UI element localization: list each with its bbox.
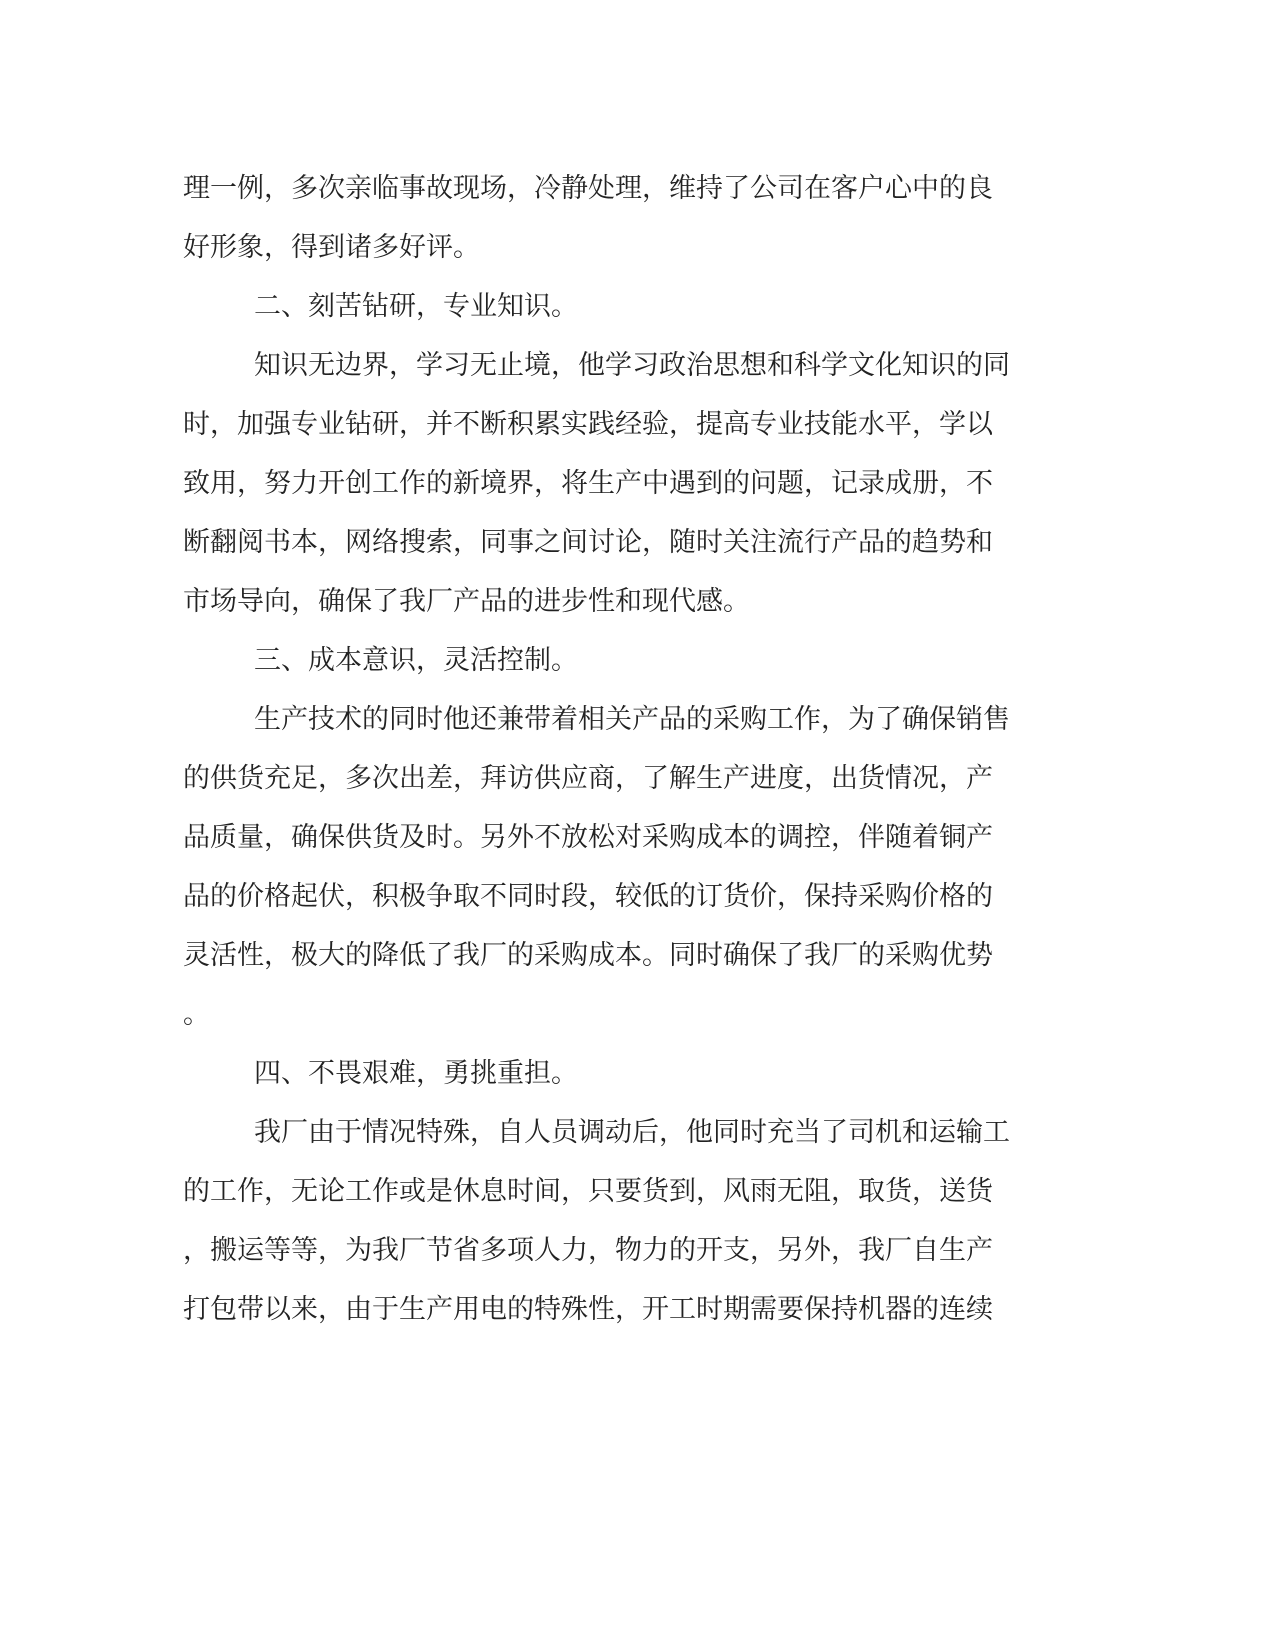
text-line: 品质量，确保供货及时。另外不放松对采购成本的调控，伴随着铜产 — [183, 822, 993, 853]
text-line: 市场导向，确保了我厂产品的进步性和现代感。 — [183, 586, 750, 617]
document-body — [183, 159, 1043, 1339]
text-line: 知识无边界，学习无止境，他学习政治思想和科学文化知识的同 — [254, 350, 1010, 381]
text-line: 。 — [183, 999, 210, 1030]
text-line: 生产技术的同时他还兼带着相关产品的采购工作，为了确保销售 — [254, 704, 1010, 735]
text-line: 我厂由于情况特殊，自人员调动后，他同时充当了司机和运输工 — [254, 1117, 1010, 1148]
text-line: 断翻阅书本，网络搜索，同事之间讨论，随时关注流行产品的趋势和 — [183, 527, 993, 558]
text-line: 致用，努力开创工作的新境界，将生产中遇到的问题，记录成册，不 — [183, 468, 993, 499]
text-line: 灵活性，极大的降低了我厂的采购成本。同时确保了我厂的采购优势 — [183, 940, 993, 971]
text-line: 的供货充足，多次出差，拜访供应商，了解生产进度，出货情况，产 — [183, 763, 993, 794]
text-line: 好形象，得到诸多好评。 — [183, 232, 480, 263]
text-line: 的工作，无论工作或是休息时间，只要货到，风雨无阻，取货，送货 — [183, 1176, 993, 1207]
text-line: 品的价格起伏，积极争取不同时段，较低的订货价，保持采购价格的 — [183, 881, 993, 912]
section-heading: 三、成本意识，灵活控制。 — [254, 645, 578, 676]
text-line: 理一例，多次亲临事故现场，冷静处理，维持了公司在客户心中的良 — [183, 173, 993, 204]
section-heading: 二、刻苦钻研，专业知识。 — [254, 291, 578, 322]
text-line: 打包带以来，由于生产用电的特殊性，开工时期需要保持机器的连续 — [183, 1294, 993, 1325]
section-heading: 四、不畏艰难，勇挑重担。 — [254, 1058, 578, 1089]
text-line: 时，加强专业钻研，并不断积累实践经验，提高专业技能水平，学以 — [183, 409, 993, 440]
text-line: ，搬运等等，为我厂节省多项人力，物力的开支，另外，我厂自生产 — [183, 1235, 993, 1266]
